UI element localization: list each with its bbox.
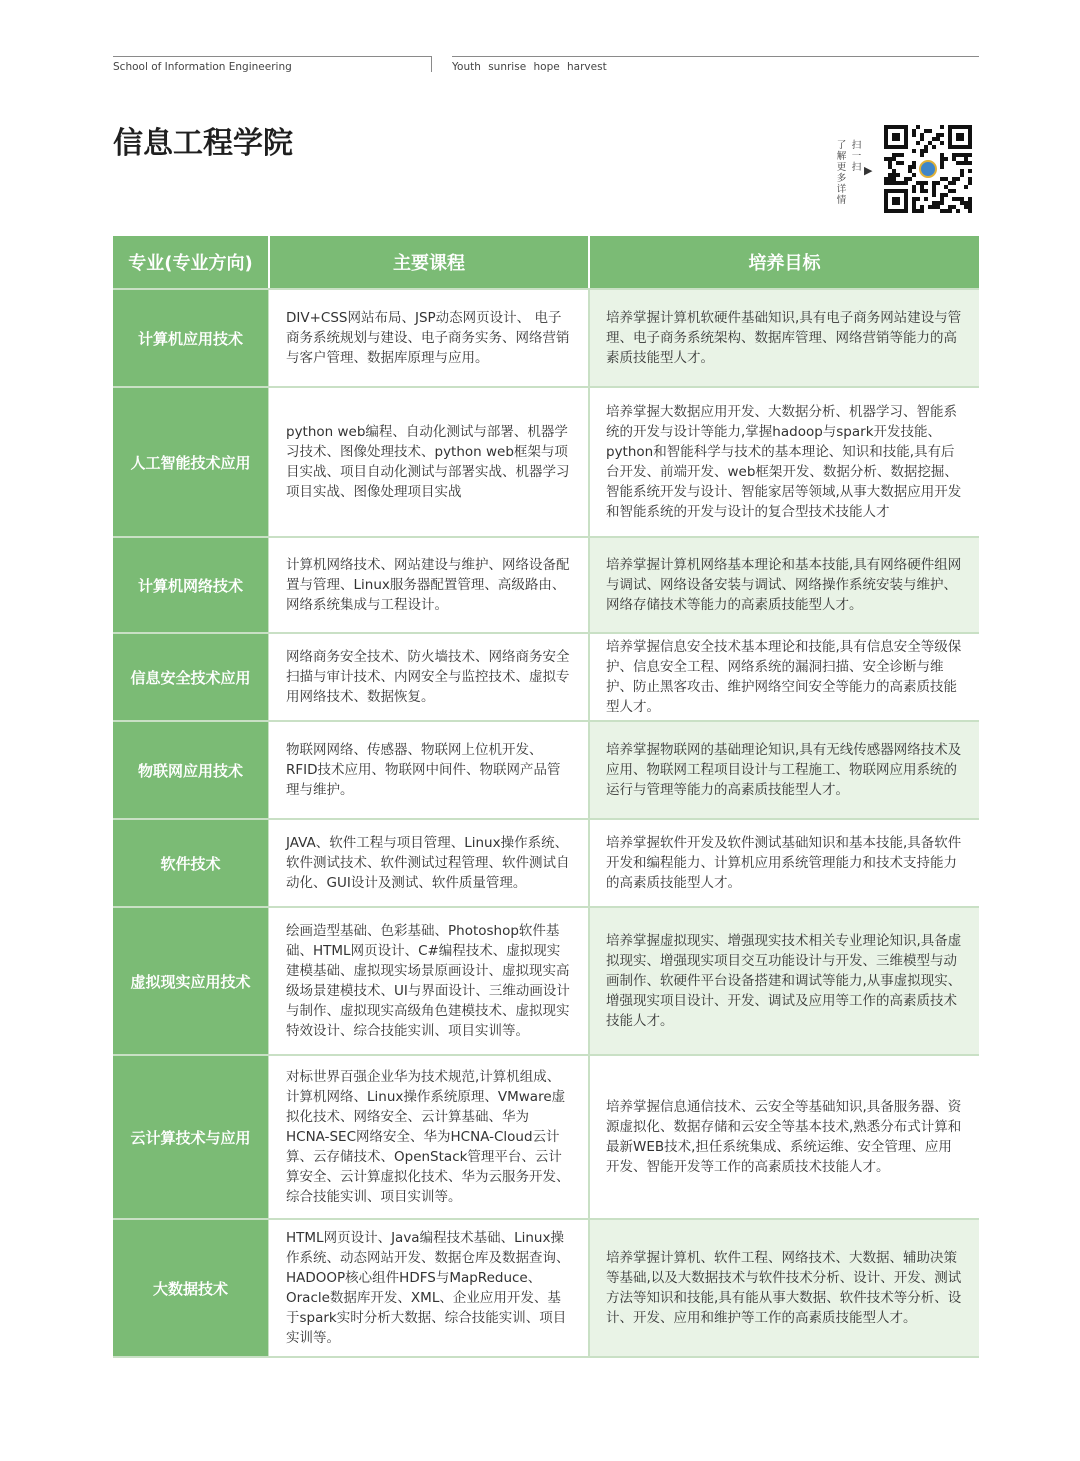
major-name: 物联网应用技术 — [113, 722, 268, 818]
major-goal: 培养掌握大数据应用开发、大数据分析、机器学习、智能系统的开发与设计等能力,掌握hadoop与spark开发技能、python和智能科学与技术的基本理论、知识和技能,具有后台开发、前端开发、web框架开发、数据分析、数据挖掘、智能系统开发与设计、智能家居等领域,从事大数据应用开发和智能系统的开发与设计的复合型技术技能人才 — [588, 388, 979, 536]
major-courses: JAVA、软件工程与项目管理、Linux操作系统、软件测试技术、软件测试过程管理、软件测试自动化、GUI设计及测试、软件质量管理。 — [268, 820, 588, 906]
table-row — [113, 1218, 979, 1358]
header-school-name: School of Information Engineering — [113, 61, 292, 73]
header-rule-left — [113, 56, 431, 57]
header-courses: 主要课程 — [268, 236, 588, 288]
page-title: 信息工程学院 — [113, 126, 293, 161]
major-name: 计算机应用技术 — [113, 290, 268, 386]
major-courses: python web编程、自动化测试与部署、机器学习技术、图像处理技术、python web框架与项目实战、项目自动化测试与部署实战、机器学习项目实战、图像处理项目实战 — [268, 388, 588, 536]
major-goal: 培养掌握信息通信技术、云安全等基础知识,具备服务器、资源虚拟化、数据存储和云安全等基本技术,熟悉分布式计算和最新WEB技术,担任系统集成、系统运维、安全管理、应用开发、智能开发等工作的高素质技术技能人才。 — [588, 1056, 979, 1218]
table-row — [113, 818, 979, 906]
qr-hint — [836, 140, 876, 206]
header-rule-right — [452, 56, 979, 57]
table-row — [113, 288, 979, 386]
major-courses: HTML网页设计、Java编程技术基础、Linux操作系统、动态网站开发、数据仓库及数据查询、HADOOP核心组件HDFS与MapReduce、Oracle数据库开发、XML、企业应用开发、基于spark实时分析大数据、综合技能实训、项目实训等。 — [268, 1220, 588, 1356]
major-courses: DIV+CSS网站布局、JSP动态网页设计、 电子商务系统规划与建设、电子商务实务、网络营销与客户管理、数据库原理与应用。 — [268, 290, 588, 386]
major-name: 人工智能技术应用 — [113, 388, 268, 536]
major-name: 大数据技术 — [113, 1220, 268, 1356]
header-major: 专业(专业方向) — [128, 253, 253, 274]
qr-code-icon[interactable] — [884, 125, 972, 213]
major-goal: 培养掌握信息安全技术基本理论和技能,具有信息安全等级保护、信息安全工程、网络系统的漏洞扫描、安全诊断与维护、防止黑客攻击、维护网络空间安全等能力的高素质技能型人才。 — [588, 634, 979, 720]
major-name: 虚拟现实应用技术 — [113, 908, 268, 1054]
header-goals: 培养目标 — [588, 236, 979, 288]
major-name: 软件技术 — [113, 820, 268, 906]
major-goal: 培养掌握软件开发及软件测试基础知识和基本技能,具备软件开发和编程能力、计算机应用系统管理能力和技术支持能力的高素质技能型人才。 — [588, 820, 979, 906]
table-header-row — [113, 236, 979, 288]
majors-table — [113, 236, 979, 1358]
table-row — [113, 632, 979, 720]
major-courses: 网络商务安全技术、防火墙技术、网络商务安全扫描与审计技术、内网安全与监控技术、虚拟专用网络技术、数据恢复。 — [268, 634, 588, 720]
major-name: 计算机网络技术 — [113, 538, 268, 632]
major-courses: 物联网网络、传感器、物联网上位机开发、RFID技术应用、物联网中间件、物联网产品管理与维护。 — [268, 722, 588, 818]
major-goal: 培养掌握计算机、软件工程、网络技术、大数据、辅助决策等基础,以及大数据技术与软件技术分析、设计、开发、测试方法等知识和技能,具有能从事大数据、软件技术等分析、设计、开发、应用和维护等工作的高素质技能型人才。 — [588, 1220, 979, 1356]
major-goal: 培养掌握计算机网络基本理论和基本技能,具有网络硬件组网与调试、网络设备安装与调试、网络操作系统安装与维护、网络存储技术等能力的高素质技能型人才。 — [588, 538, 979, 632]
major-courses: 计算机网络技术、网站建设与维护、网络设备配置与管理、Linux服务器配置管理、高级路由、网络系统集成与工程设计。 — [268, 538, 588, 632]
header-slogan: Youth sunrise hope harvest — [452, 61, 607, 73]
table-row — [113, 1054, 979, 1218]
major-name: 信息安全技术应用 — [113, 634, 268, 720]
table-row — [113, 720, 979, 818]
major-goal: 培养掌握虚拟现实、增强现实技术相关专业理论知识,具备虚拟现实、增强现实项目交互功能设计与开发、三维模型与动画制作、软硬件平台设备搭建和调试等能力,从事虚拟现实、增强现实项目设计、开发、调试及应用等工作的高素质技术技能人才。 — [588, 908, 979, 1054]
table-row — [113, 536, 979, 632]
major-courses: 对标世界百强企业华为技术规范,计算机组成、计算机网络、Linux操作系统原理、VMware虚拟化技术、网络安全、云计算基础、华为HCNA-SEC网络安全、华为HCNA-Cloud云计算、云存储技术、OpenStack管理平台、云计算安全、云计算虚拟化技术、华为云服务开发、综合技能实训、项目实训等。 — [268, 1056, 588, 1218]
qr-hint-scan: 扫一扫 — [851, 140, 862, 173]
major-goal: 培养掌握物联网的基础理论知识,具有无线传感器网络技术及应用、物联网工程项目设计与工程施工、物联网应用系统的运行与管理等能力的高素质技能型人才。 — [588, 722, 979, 818]
header-rule-divider — [431, 56, 432, 72]
major-name: 云计算技术与应用 — [113, 1056, 268, 1218]
table-row — [113, 386, 979, 536]
qr-hint-more-details: 了解更多详情 — [836, 140, 847, 206]
major-courses: 绘画造型基础、色彩基础、Photoshop软件基础、HTML网页设计、C#编程技术、虚拟现实建模基础、虚拟现实场景原画设计、虚拟现实高级场景建模技术、UI与界面设计、三维动画设计与制作、虚拟现实高级角色建模技术、虚拟现实特效设计、综合技能实训、项目实训等。 — [268, 908, 588, 1054]
arrow-right-icon: ▶ — [864, 164, 873, 177]
table-row — [113, 906, 979, 1054]
major-goal: 培养掌握计算机软硬件基础知识,具有电子商务网站建设与管理、电子商务系统架构、数据库管理、网络营销等能力的高素质技能型人才。 — [588, 290, 979, 386]
